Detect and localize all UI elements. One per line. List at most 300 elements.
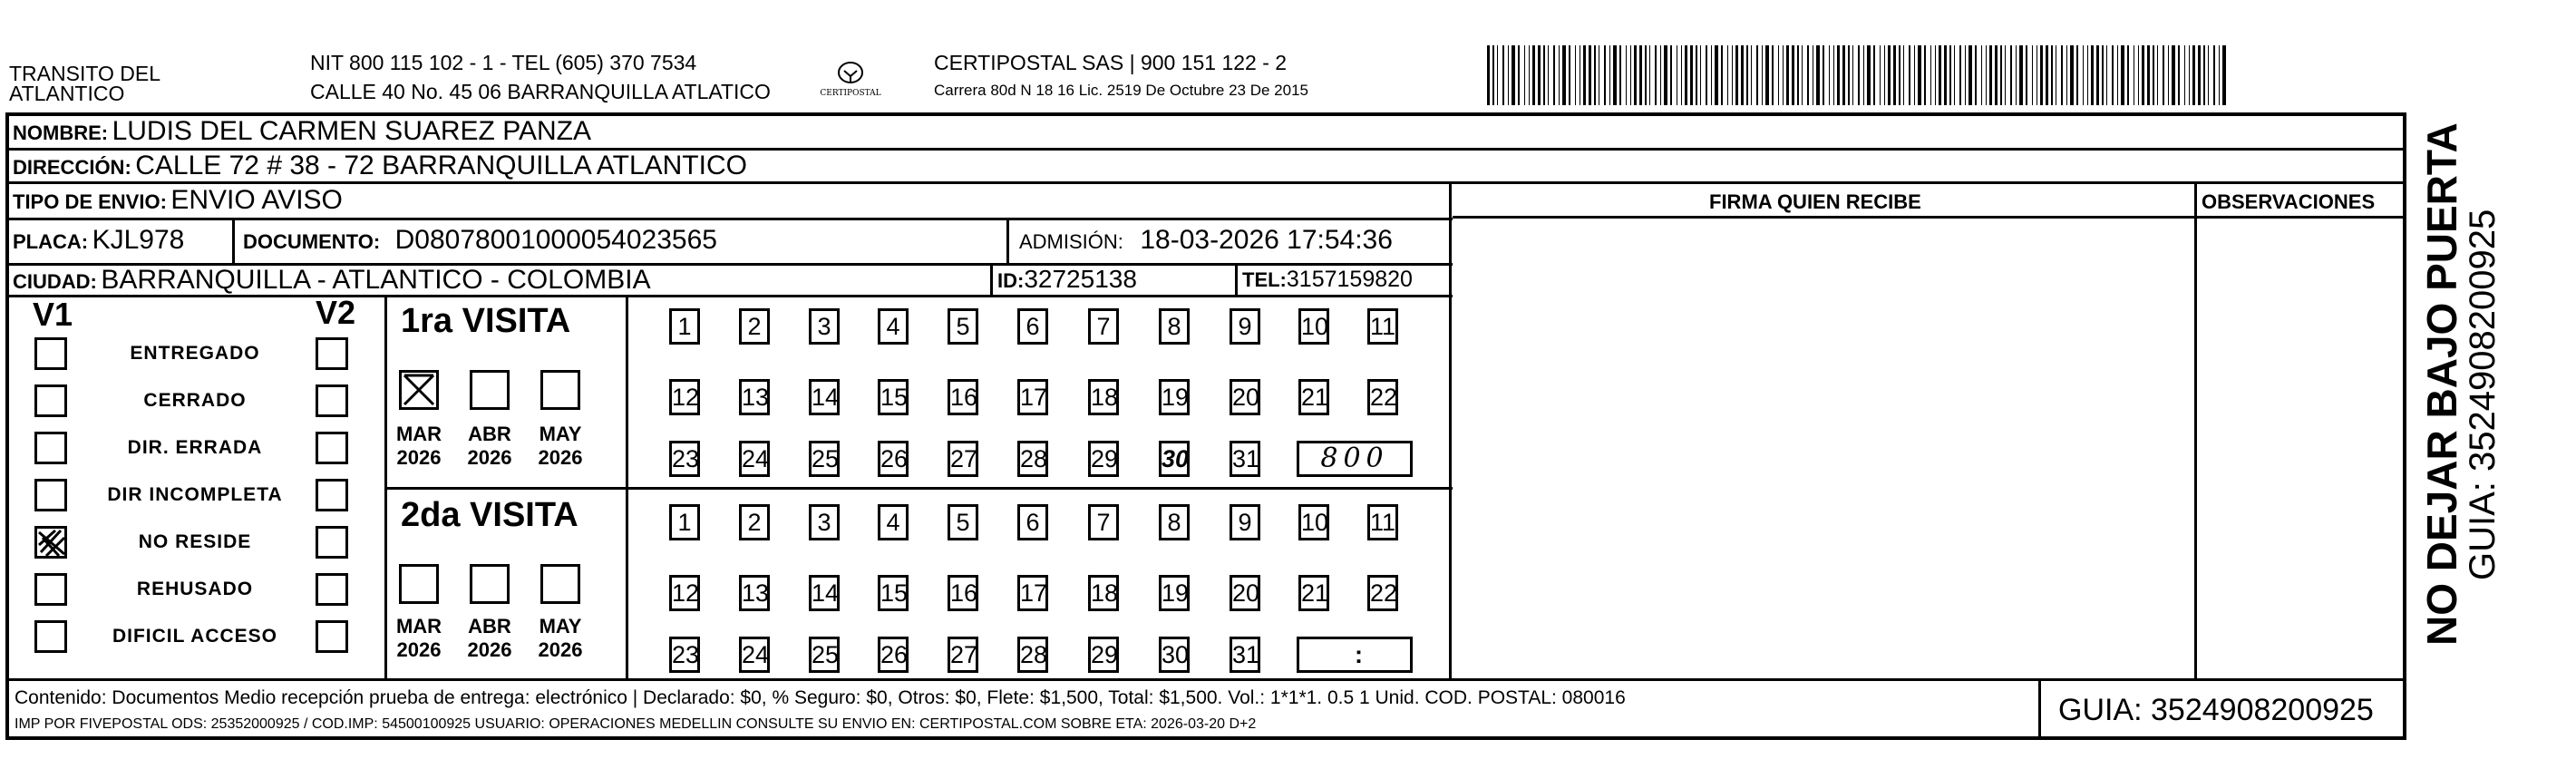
- barcode-bar: [1727, 45, 1728, 105]
- day-box[interactable]: 15: [878, 379, 909, 415]
- barcode-bar: [1626, 45, 1627, 105]
- barcode-bar: [2184, 45, 2185, 105]
- side-guia: GUIA: 3524908200925: [2463, 209, 2503, 580]
- ciudad-label: CIUDAD:: [13, 270, 97, 293]
- barcode-bar: [1930, 45, 1931, 105]
- barcode-bar: [2121, 45, 2124, 105]
- month-year: 2026: [467, 446, 512, 469]
- barcode-bar: [2112, 45, 2114, 105]
- barcode-bar: [2096, 45, 2099, 105]
- barcode-bar: [1867, 45, 1871, 105]
- barcode-bar: [2083, 45, 2084, 105]
- barcode-bar: [1848, 45, 1850, 105]
- barcode-bar: [2066, 45, 2067, 105]
- day-box[interactable]: 12: [669, 379, 700, 415]
- month-label: [462, 615, 517, 662]
- day-box[interactable]: 24: [739, 637, 770, 673]
- barcode-bar: [1529, 45, 1530, 105]
- barcode-bar: [1594, 45, 1596, 105]
- barcode-bar: [1762, 45, 1763, 105]
- barcode-bar: [2102, 45, 2104, 105]
- barcode-bar: [2157, 45, 2158, 105]
- barcode-bar: [1852, 45, 1853, 105]
- barcode-bar: [1863, 45, 1864, 105]
- barcode-bar: [2192, 45, 2195, 105]
- status-label: DIR INCOMPLETA: [107, 484, 283, 505]
- barcode-bar: [1670, 45, 1672, 105]
- day-box[interactable]: 17: [1017, 575, 1048, 611]
- barcode-bar: [2019, 45, 2023, 105]
- barcode-bar: [2010, 45, 2012, 105]
- v2-checkbox[interactable]: [316, 479, 348, 511]
- day-box[interactable]: 7: [1088, 504, 1119, 540]
- tel-label: TEL:: [1242, 268, 1287, 291]
- org-line-2: ATLANTICO: [9, 82, 125, 105]
- barcode-bar: [2178, 45, 2180, 105]
- company-info: [934, 51, 1308, 100]
- first-visit-title: 1ra VISITA: [401, 302, 571, 340]
- certipostal-logo: [814, 56, 887, 106]
- day-box[interactable]: 12: [669, 575, 700, 611]
- barcode-bar: [1746, 45, 1748, 105]
- v2-checkbox[interactable]: [316, 573, 348, 606]
- barcode-bar: [2000, 45, 2002, 105]
- barcode-bar: [2032, 45, 2033, 105]
- barcode-bar: [1939, 45, 1941, 105]
- org-contact: [310, 51, 771, 103]
- tel-value: 3157159820: [1286, 267, 1413, 292]
- barcode-bar: [1778, 45, 1779, 105]
- barcode-bar: [1884, 45, 1885, 105]
- barcode-bar: [2091, 45, 2094, 105]
- barcode-bar: [1497, 45, 1498, 105]
- day-box[interactable]: 25: [809, 637, 840, 673]
- barcode-bar: [1518, 45, 1520, 105]
- nombre-row: [13, 116, 591, 147]
- month-checkbox[interactable]: [470, 370, 510, 410]
- day-box[interactable]: 21: [1298, 575, 1329, 611]
- barcode-bar: [2203, 45, 2205, 105]
- v1-checkbox[interactable]: [34, 573, 67, 606]
- barcode-bar: [1685, 45, 1687, 105]
- barcode-bar: [1721, 45, 1723, 105]
- id-value: 32725138: [1024, 265, 1137, 293]
- v1-checkbox[interactable]: [34, 526, 67, 559]
- time-box[interactable]: :: [1297, 637, 1413, 673]
- day-box[interactable]: 26: [878, 441, 909, 477]
- v1-checkbox[interactable]: [34, 432, 67, 464]
- barcode-bar: [1959, 45, 1961, 105]
- barcode-bar: [1700, 45, 1701, 105]
- tel-field: [1242, 267, 1413, 293]
- barcode-bar: [1765, 45, 1769, 105]
- day-box[interactable]: 16: [948, 379, 978, 415]
- day-box[interactable]: 7: [1088, 308, 1119, 345]
- barcode-bar: [1903, 45, 1904, 105]
- firma-header: FIRMA QUIEN RECIBE: [1709, 190, 1921, 213]
- documento-field: [243, 225, 717, 256]
- day-box[interactable]: 18: [1088, 575, 1119, 611]
- day-box[interactable]: 16: [948, 575, 978, 611]
- day-box[interactable]: 30: [1159, 441, 1190, 477]
- day-box[interactable]: 5: [948, 308, 978, 345]
- month-checkbox[interactable]: [399, 564, 439, 604]
- day-box[interactable]: 8: [1159, 308, 1190, 345]
- barcode-bar: [1487, 45, 1490, 105]
- footer-content-line: Contenido: Documentos Medio recepción prueba de entrega: electrónico | Declarado: $0, % Seguro: $0, Otros: $0, Flete: $1,500, Total: $1,500. Vol.: 1*1*1. 0.5 1 Unid. COD. POSTAL: 080016: [15, 687, 1626, 708]
- barcode-bar: [1589, 45, 1591, 105]
- barcode-bar: [2040, 45, 2043, 105]
- ciudad-value: BARRANQUILLA - ATLANTICO - COLOMBIA: [101, 265, 651, 295]
- barcode-bar: [1918, 45, 1921, 105]
- barcode-bar: [1837, 45, 1840, 105]
- status-label: ENTREGADO: [130, 343, 260, 364]
- day-box[interactable]: 31: [1230, 441, 1260, 477]
- ciudad-field: [13, 265, 651, 296]
- barcode-bar: [1833, 45, 1834, 105]
- barcode-bar: [1532, 45, 1535, 105]
- day-box[interactable]: 27: [948, 441, 978, 477]
- month-label: [533, 423, 588, 470]
- barcode-bar: [2163, 45, 2164, 105]
- month-name: MAY: [539, 423, 582, 445]
- barcode-bar: [1690, 45, 1693, 105]
- day-box[interactable]: 2: [739, 308, 770, 345]
- admision-value: 18-03-2026 17:54:36: [1140, 225, 1393, 255]
- nombre-value: LUDIS DEL CARMEN SUAREZ PANZA: [112, 116, 591, 146]
- month-checkbox[interactable]: [540, 564, 580, 604]
- barcode-bar: [1880, 45, 1881, 105]
- barcode-bar: [1715, 45, 1718, 105]
- barcode-bar: [1981, 45, 1982, 105]
- barcode-bar: [1954, 45, 1955, 105]
- logo-text: CERTIPOSTAL: [820, 89, 881, 98]
- barcode-bar: [1655, 45, 1657, 105]
- main-frame: [5, 112, 2406, 740]
- barcode-bar: [2198, 45, 2201, 105]
- barcode-bar: [2046, 45, 2048, 105]
- month-year: 2026: [396, 446, 442, 469]
- day-box[interactable]: 21: [1298, 379, 1329, 415]
- barcode-bar: [2036, 45, 2037, 105]
- day-box[interactable]: 18: [1088, 379, 1119, 415]
- day-box[interactable]: 8: [1159, 504, 1190, 540]
- day-box[interactable]: 4: [878, 504, 909, 540]
- day-box[interactable]: 29: [1088, 441, 1119, 477]
- barcode-bar: [1829, 45, 1830, 105]
- v2-checkbox[interactable]: [316, 526, 348, 559]
- barcode-bar: [1649, 45, 1650, 105]
- barcode-bar: [1711, 45, 1712, 105]
- day-box[interactable]: 9: [1230, 308, 1260, 345]
- barcode-bar: [1604, 45, 1606, 105]
- month-name: ABR: [468, 423, 511, 445]
- admision-field: [1019, 225, 1393, 256]
- barcode-bar: [1888, 45, 1891, 105]
- month-label: [392, 615, 446, 662]
- day-box[interactable]: 20: [1230, 379, 1260, 415]
- day-box[interactable]: 13: [739, 379, 770, 415]
- day-box[interactable]: 22: [1367, 379, 1398, 415]
- v2-checkbox[interactable]: [316, 432, 348, 464]
- barcode-bar: [2087, 45, 2088, 105]
- barcode-bar: [1524, 45, 1525, 105]
- tipo-envio-row: [13, 185, 343, 216]
- barcode-bar: [1741, 45, 1744, 105]
- nombre-label: NOMBRE:: [13, 122, 109, 144]
- barcode-bar: [1512, 45, 1515, 105]
- barcode-bar: [1924, 45, 1926, 105]
- month-label: [462, 423, 517, 470]
- v2-header: V2: [316, 294, 356, 331]
- day-box[interactable]: 28: [1017, 441, 1048, 477]
- barcode-bar: [2106, 45, 2107, 105]
- day-box[interactable]: 10: [1298, 308, 1329, 345]
- barcode-bar: [2070, 45, 2074, 105]
- barcode-bar: [1583, 45, 1586, 105]
- tipo-envio-value: ENVIO AVISO: [170, 185, 343, 215]
- month-year: 2026: [538, 446, 583, 469]
- barcode: [1487, 45, 2226, 105]
- day-box[interactable]: 3: [809, 308, 840, 345]
- documento-label: DOCUMENTO:: [243, 230, 381, 253]
- placa-field: [13, 225, 184, 256]
- barcode-bar: [1893, 45, 1896, 105]
- day-box[interactable]: 22: [1367, 575, 1398, 611]
- month-year: 2026: [467, 638, 512, 661]
- org-line-1: TRANSITO DEL: [9, 62, 160, 85]
- id-label: ID:: [997, 269, 1025, 292]
- barcode-bar: [1634, 45, 1637, 105]
- barcode-bar: [1630, 45, 1631, 105]
- status-label: NO RESIDE: [138, 531, 252, 552]
- barcode-bar: [1735, 45, 1738, 105]
- placa-label: PLACA:: [13, 230, 89, 253]
- barcode-bar: [1914, 45, 1915, 105]
- barcode-bar: [1975, 45, 1977, 105]
- barcode-bar: [1706, 45, 1707, 105]
- v2-checkbox[interactable]: [316, 620, 348, 653]
- day-box[interactable]: 5: [948, 504, 978, 540]
- barcode-bar: [2213, 45, 2215, 105]
- day-box[interactable]: 15: [878, 575, 909, 611]
- barcode-bar: [1949, 45, 1951, 105]
- barcode-bar: [1873, 45, 1875, 105]
- barcode-bar: [1802, 45, 1803, 105]
- tipo-envio-label: TIPO DE ENVIO:: [13, 190, 167, 213]
- barcode-bar: [1681, 45, 1682, 105]
- barcode-bar: [1502, 45, 1504, 105]
- status-label: DIR. ERRADA: [127, 437, 263, 458]
- admision-label: ADMISIÓN:: [1019, 230, 1123, 253]
- company-line: CERTIPOSTAL SAS | 900 151 122 - 2: [934, 51, 1288, 74]
- v1-checkbox[interactable]: [34, 479, 67, 511]
- barcode-bar: [1858, 45, 1860, 105]
- month-checkbox[interactable]: [540, 370, 580, 410]
- day-box[interactable]: 6: [1017, 308, 1048, 345]
- day-box[interactable]: 1: [669, 308, 700, 345]
- barcode-bar: [1553, 45, 1555, 105]
- day-box[interactable]: 13: [739, 575, 770, 611]
- month-name: MAR: [395, 423, 442, 445]
- barcode-bar: [1797, 45, 1799, 105]
- barcode-bar: [1751, 45, 1752, 105]
- barcode-bar: [1807, 45, 1809, 105]
- time-box[interactable]: 800: [1297, 441, 1413, 477]
- month-name: MAY: [539, 615, 582, 637]
- barcode-bar: [2026, 45, 2027, 105]
- nit-line: NIT 800 115 102 - 1 - TEL (605) 370 7534: [310, 51, 697, 74]
- org-address: CALLE 40 No. 45 06 BARRANQUILLA ATLATICO: [310, 80, 771, 103]
- barcode-bar: [1909, 45, 1910, 105]
- day-box[interactable]: 10: [1298, 504, 1329, 540]
- barcode-bar: [2005, 45, 2006, 105]
- month-label: [392, 423, 446, 470]
- barcode-bar: [2208, 45, 2209, 105]
- barcode-bar: [1696, 45, 1697, 105]
- barcode-bar: [1575, 45, 1576, 105]
- day-box[interactable]: 28: [1017, 637, 1048, 673]
- direccion-label: DIRECCIÓN:: [13, 156, 131, 179]
- barcode-bar: [2142, 45, 2144, 105]
- org-name: [9, 62, 160, 105]
- day-box[interactable]: 2: [739, 504, 770, 540]
- direccion-row: [13, 151, 747, 181]
- status-label: DIFICIL ACCESO: [112, 626, 277, 647]
- v2-checkbox[interactable]: [316, 384, 348, 417]
- barcode-bar: [1968, 45, 1972, 105]
- barcode-bar: [1783, 45, 1784, 105]
- barcode-bar: [1816, 45, 1820, 105]
- barcode-bar: [1613, 45, 1617, 105]
- barcode-bar: [1732, 45, 1733, 105]
- barcode-bar: [1786, 45, 1789, 105]
- barcode-bar: [2189, 45, 2190, 105]
- id-field: [997, 265, 1137, 294]
- day-box[interactable]: 14: [809, 575, 840, 611]
- day-box[interactable]: 14: [809, 379, 840, 415]
- barcode-bar: [2147, 45, 2150, 105]
- status-label: REHUSADO: [136, 579, 254, 599]
- barcode-bar: [1986, 45, 1987, 105]
- documento-value: D08078001000054023565: [394, 225, 717, 255]
- barcode-bar: [1899, 45, 1900, 105]
- barcode-bar: [1995, 45, 1998, 105]
- barcode-bar: [1619, 45, 1621, 105]
- barcode-bar: [2219, 45, 2220, 105]
- v1-header: V1: [33, 296, 73, 333]
- day-box[interactable]: 11: [1367, 504, 1398, 540]
- side-warning: NO DEJAR BAJO PUERTA: [2418, 122, 2465, 646]
- v1-checkbox[interactable]: [34, 384, 67, 417]
- barcode-bar: [2051, 45, 2053, 105]
- barcode-bar: [1664, 45, 1667, 105]
- day-box[interactable]: 9: [1230, 504, 1260, 540]
- month-year: 2026: [396, 638, 442, 661]
- day-box[interactable]: 19: [1159, 575, 1190, 611]
- month-name: MAR: [395, 615, 442, 637]
- barcode-bar: [1792, 45, 1794, 105]
- day-box[interactable]: 30: [1159, 637, 1190, 673]
- barcode-bar: [1645, 45, 1647, 105]
- barcode-bar: [1935, 45, 1936, 105]
- v1-checkbox[interactable]: [34, 337, 67, 370]
- barcode-bar: [2061, 45, 2063, 105]
- day-box[interactable]: 26: [878, 637, 909, 673]
- barcode-bar: [2117, 45, 2118, 105]
- month-checkbox[interactable]: [470, 564, 510, 604]
- barcode-bar: [1823, 45, 1824, 105]
- day-box[interactable]: 27: [948, 637, 978, 673]
- barcode-bar: [2172, 45, 2175, 105]
- footer-imp-line: IMP POR FIVEPOSTAL ODS: 25352000925 / COD.IMP: 54500100925 USUARIO: OPERACIONES MEDELLIN CONSULTE SU ENVIO EN: CERTIPOSTAL.COM SOBRE ETA: 2026-03-20 D+2: [15, 716, 1257, 732]
- barcode-bar: [2127, 45, 2129, 105]
- barcode-bar: [1562, 45, 1566, 105]
- barcode-bar: [1559, 45, 1560, 105]
- barcode-bar: [1543, 45, 1545, 105]
- observaciones-header: OBSERVACIONES: [2202, 190, 2376, 213]
- barcode-bar: [2153, 45, 2154, 105]
- barcode-bar: [1569, 45, 1570, 105]
- day-box[interactable]: 31: [1230, 637, 1260, 673]
- day-box[interactable]: 29: [1088, 637, 1119, 673]
- placa-value: KJL978: [92, 225, 185, 255]
- month-name: ABR: [468, 615, 511, 637]
- v2-checkbox[interactable]: [316, 337, 348, 370]
- day-box[interactable]: 11: [1367, 308, 1398, 345]
- month-label: [533, 615, 588, 662]
- barcode-bar: [1756, 45, 1758, 105]
- barcode-bar: [2138, 45, 2139, 105]
- barcode-bar: [2222, 45, 2226, 105]
- day-box[interactable]: 23: [669, 441, 700, 477]
- day-box[interactable]: 3: [809, 504, 840, 540]
- barcode-bar: [1538, 45, 1541, 105]
- barcode-bar: [1842, 45, 1845, 105]
- day-box[interactable]: 4: [878, 308, 909, 345]
- status-label: CERRADO: [143, 390, 247, 411]
- day-box[interactable]: 25: [809, 441, 840, 477]
- footer-guia: GUIA: 3524908200925: [2058, 693, 2374, 727]
- v1-checkbox[interactable]: [34, 620, 67, 653]
- barcode-bar: [2076, 45, 2078, 105]
- company-address: Carrera 80d N 18 16 Lic. 2519 De Octubre 23 De 2015: [934, 82, 1308, 99]
- barcode-bar: [1944, 45, 1947, 105]
- second-visit-title: 2da VISITA: [401, 496, 578, 534]
- barcode-bar: [1660, 45, 1661, 105]
- day-box[interactable]: 17: [1017, 379, 1048, 415]
- day-box[interactable]: 19: [1159, 379, 1190, 415]
- day-box[interactable]: 6: [1017, 504, 1048, 540]
- barcode-bar: [1492, 45, 1494, 105]
- day-box[interactable]: 20: [1230, 575, 1260, 611]
- direccion-value: CALLE 72 # 38 - 72 BARRANQUILLA ATLANTICO: [135, 151, 747, 180]
- month-year: 2026: [538, 638, 583, 661]
- day-box[interactable]: 1: [669, 504, 700, 540]
- barcode-bar: [1989, 45, 1992, 105]
- barcode-bar: [1508, 45, 1509, 105]
- barcode-bar: [1609, 45, 1610, 105]
- day-box[interactable]: 23: [669, 637, 700, 673]
- barcode-bar: [1772, 45, 1774, 105]
- barcode-bar: [1965, 45, 1966, 105]
- barcode-bar: [1548, 45, 1549, 105]
- barcode-bar: [2168, 45, 2169, 105]
- barcode-bar: [1639, 45, 1642, 105]
- barcode-bar: [2016, 45, 2017, 105]
- month-checkbox[interactable]: [399, 370, 439, 410]
- day-box[interactable]: 24: [739, 441, 770, 477]
